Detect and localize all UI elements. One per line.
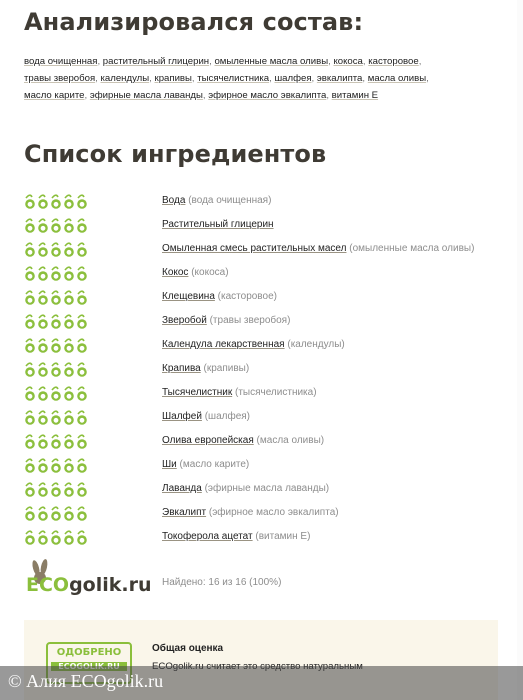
ingredient-rating bbox=[24, 362, 88, 378]
acorn-rating-icon bbox=[37, 434, 49, 450]
acorn-rating-icon bbox=[76, 290, 88, 306]
ingredient-rating bbox=[24, 290, 88, 306]
acorn-rating-icon bbox=[76, 458, 88, 474]
ingredient-row bbox=[24, 408, 514, 432]
acorn-rating-icon bbox=[76, 482, 88, 498]
acorn-rating-icon bbox=[24, 506, 36, 522]
watermark-bar bbox=[0, 666, 523, 700]
acorn-rating-icon bbox=[37, 194, 49, 210]
acorn-rating-icon bbox=[50, 458, 62, 474]
acorn-rating-icon bbox=[76, 218, 88, 234]
acorn-rating-icon bbox=[24, 458, 36, 474]
ingredient-name-link[interactable]: Клещевина bbox=[162, 291, 215, 302]
acorn-rating-icon bbox=[24, 314, 36, 330]
ingredient-row bbox=[24, 480, 514, 504]
acorn-rating-icon bbox=[76, 410, 88, 426]
ingredient-name-link[interactable]: Тысячелистник bbox=[162, 387, 233, 398]
acorn-rating-icon bbox=[37, 482, 49, 498]
composition-tag[interactable]: шалфея bbox=[274, 73, 312, 84]
ingredient-name-link[interactable]: Ши bbox=[162, 459, 177, 470]
acorn-rating-icon bbox=[63, 458, 75, 474]
ingredient-row bbox=[24, 216, 514, 240]
ingredient-alias: (витамин Е) bbox=[255, 531, 311, 542]
ingredient-alias: (масло карите) bbox=[179, 459, 250, 470]
ingredient-row bbox=[24, 336, 514, 360]
composition-tag[interactable]: масла оливы bbox=[367, 73, 427, 84]
ingredient-rating bbox=[24, 482, 88, 498]
scrollbar[interactable] bbox=[517, 0, 523, 700]
acorn-rating-icon bbox=[76, 338, 88, 354]
ingredient-rating bbox=[24, 194, 88, 210]
composition-title: Анализировался состав: bbox=[24, 8, 364, 36]
composition-tag[interactable]: омыленные масла оливы bbox=[214, 56, 329, 67]
acorn-rating-icon bbox=[24, 218, 36, 234]
acorn-rating-icon bbox=[50, 386, 62, 402]
ingredient-alias: (масла оливы) bbox=[256, 435, 325, 446]
acorn-rating-icon bbox=[50, 434, 62, 450]
composition-tag[interactable]: эфирные масла лаванды bbox=[89, 90, 203, 101]
acorn-rating-icon bbox=[63, 506, 75, 522]
composition-tag[interactable]: растительный глицерин bbox=[102, 56, 210, 67]
ingredient-name-link[interactable]: Календула лекарственная bbox=[162, 339, 285, 350]
ingredient-rating bbox=[24, 410, 88, 426]
ecogolik-logo[interactable] bbox=[24, 556, 152, 600]
approved-stamp: ОДОБРЕНО bbox=[46, 642, 132, 684]
acorn-rating-icon bbox=[37, 362, 49, 378]
acorn-rating-icon bbox=[50, 530, 62, 546]
acorn-rating-icon bbox=[76, 530, 88, 546]
acorn-rating-icon bbox=[63, 410, 75, 426]
ingredient-rating bbox=[24, 386, 88, 402]
ingredient-row bbox=[24, 432, 514, 456]
ingredient-alias: (вода очищенная) bbox=[188, 195, 272, 206]
composition-tag[interactable]: масло карите bbox=[24, 90, 85, 101]
ingredient-row bbox=[24, 192, 514, 216]
ingredient-row bbox=[24, 264, 514, 288]
acorn-rating-icon bbox=[50, 338, 62, 354]
acorn-rating-icon bbox=[37, 458, 49, 474]
acorn-rating-icon bbox=[63, 434, 75, 450]
acorn-rating-icon bbox=[63, 386, 75, 402]
acorn-rating-icon bbox=[24, 386, 36, 402]
acorn-rating-icon bbox=[63, 242, 75, 258]
ingredient-row bbox=[24, 288, 514, 312]
acorn-rating-icon bbox=[76, 242, 88, 258]
ingredient-rating bbox=[24, 218, 88, 234]
ingredient-rating bbox=[24, 314, 88, 330]
ingredient-alias: (касторовое) bbox=[217, 291, 277, 302]
acorn-rating-icon bbox=[24, 410, 36, 426]
acorn-rating-icon bbox=[63, 482, 75, 498]
composition-tag[interactable]: травы зверобоя bbox=[24, 73, 96, 84]
acorn-rating-icon bbox=[50, 218, 62, 234]
ingredient-alias: (эфирные масла лаванды) bbox=[204, 483, 330, 494]
acorn-rating-icon bbox=[63, 314, 75, 330]
composition-tag[interactable]: крапивы bbox=[154, 73, 192, 84]
acorn-rating-icon bbox=[76, 314, 88, 330]
acorn-rating-icon bbox=[76, 362, 88, 378]
ingredient-row bbox=[24, 384, 514, 408]
acorn-rating-icon bbox=[24, 482, 36, 498]
composition-tag[interactable]: эвкалипта bbox=[316, 73, 363, 84]
ingredient-name-link[interactable]: Эвкалипт bbox=[162, 507, 207, 518]
ingredient-alias: (тысячелистника) bbox=[234, 387, 317, 398]
acorn-rating-icon bbox=[37, 314, 49, 330]
ingredient-name-link[interactable]: Кокос bbox=[162, 267, 189, 278]
ingredient-row bbox=[24, 312, 514, 336]
acorn-rating-icon bbox=[63, 530, 75, 546]
ingredient-name-link[interactable]: Шалфей bbox=[162, 411, 202, 422]
ingredient-row bbox=[24, 504, 514, 528]
ingredient-name-link[interactable]: Олива европейская bbox=[162, 435, 254, 446]
ingredient-rating bbox=[24, 506, 88, 522]
ingredient-name-link[interactable]: Токоферола ацетат bbox=[162, 531, 253, 542]
watermark-text: © Алия ECOgolik.ru bbox=[8, 671, 164, 691]
acorn-rating-icon bbox=[63, 362, 75, 378]
acorn-rating-icon bbox=[76, 434, 88, 450]
logo-text: ECOgolik.ru bbox=[26, 574, 152, 596]
acorn-rating-icon bbox=[50, 362, 62, 378]
acorn-rating-icon bbox=[76, 506, 88, 522]
composition-tag[interactable]: эфирное масло эвкалипта bbox=[208, 90, 327, 101]
ingredient-rating bbox=[24, 434, 88, 450]
ingredient-rating bbox=[24, 458, 88, 474]
acorn-rating-icon bbox=[24, 242, 36, 258]
ingredient-row bbox=[24, 360, 514, 384]
composition-tag[interactable]: календулы bbox=[100, 73, 150, 84]
ingredient-alias: (шалфея) bbox=[204, 411, 251, 422]
found-count: Найдено: 16 из 16 (100%) bbox=[162, 577, 282, 588]
ingredient-rating bbox=[24, 338, 88, 354]
acorn-rating-icon bbox=[63, 266, 75, 282]
composition-tag[interactable]: тысячелистника bbox=[197, 73, 270, 84]
acorn-rating-icon bbox=[37, 218, 49, 234]
acorn-rating-icon bbox=[37, 410, 49, 426]
acorn-rating-icon bbox=[63, 290, 75, 306]
composition-tags: вода очищенная, растительный глицерин, омыленные масла оливы, кокоса, касторовое, травы зверобоя, календулы, крапивы, тысячелистника, шалфея, эвкалипта, масла оливы, масло карите, эфирные масла лаванды, эфирное масло эвкалипта, витамин Е bbox=[24, 56, 429, 101]
acorn-rating-icon bbox=[37, 290, 49, 306]
acorn-rating-icon bbox=[63, 194, 75, 210]
ingredient-name-link[interactable]: Крапива bbox=[162, 363, 201, 374]
ingredient-alias: (травы зверобоя) bbox=[209, 315, 291, 326]
acorn-rating-icon bbox=[37, 530, 49, 546]
acorn-rating-icon bbox=[24, 530, 36, 546]
overall-title: Общая оценка bbox=[152, 643, 224, 654]
acorn-rating-icon bbox=[50, 290, 62, 306]
acorn-rating-icon bbox=[76, 386, 88, 402]
acorn-rating-icon bbox=[24, 434, 36, 450]
acorn-rating-icon bbox=[37, 386, 49, 402]
acorn-rating-icon bbox=[24, 362, 36, 378]
acorn-rating-icon bbox=[50, 410, 62, 426]
acorn-rating-icon bbox=[24, 338, 36, 354]
ingredient-alias: (омыленные масла оливы) bbox=[349, 243, 475, 254]
acorn-rating-icon bbox=[50, 242, 62, 258]
acorn-rating-icon bbox=[63, 218, 75, 234]
ingredient-name-link[interactable]: Зверобой bbox=[162, 315, 207, 326]
ingredient-name-link[interactable]: Вода bbox=[162, 195, 186, 206]
acorn-rating-icon bbox=[63, 338, 75, 354]
acorn-rating-icon bbox=[76, 194, 88, 210]
composition-tag[interactable]: кокоса bbox=[333, 56, 363, 67]
ingredient-name-link[interactable]: Лаванда bbox=[162, 483, 202, 494]
ingredient-rating bbox=[24, 242, 88, 258]
acorn-rating-icon bbox=[50, 266, 62, 282]
ingredient-alias: (календулы) bbox=[287, 339, 345, 350]
acorn-rating-icon bbox=[37, 266, 49, 282]
acorn-rating-icon bbox=[76, 266, 88, 282]
ingredient-row bbox=[24, 240, 514, 264]
ingredient-rating bbox=[24, 266, 88, 282]
acorn-rating-icon bbox=[50, 194, 62, 210]
ingredient-alias: (крапивы) bbox=[203, 363, 250, 374]
acorn-rating-icon bbox=[50, 482, 62, 498]
ingredient-name-link[interactable]: Омыленная смесь растительных масел bbox=[162, 243, 347, 254]
acorn-rating-icon bbox=[50, 506, 62, 522]
composition-tag[interactable]: вода очищенная bbox=[24, 56, 98, 67]
ingredient-list bbox=[24, 192, 514, 552]
acorn-rating-icon bbox=[24, 194, 36, 210]
ingredient-alias: (кокоса) bbox=[191, 267, 229, 278]
acorn-rating-icon bbox=[50, 314, 62, 330]
ingredients-title: Список ингредиентов bbox=[24, 140, 327, 168]
acorn-rating-icon bbox=[24, 266, 36, 282]
ingredient-name-link[interactable]: Растительный глицерин bbox=[162, 219, 274, 230]
ingredient-rating bbox=[24, 530, 88, 546]
composition-tag[interactable]: касторовое bbox=[368, 56, 419, 67]
acorn-rating-icon bbox=[37, 338, 49, 354]
acorn-rating-icon bbox=[37, 242, 49, 258]
acorn-rating-icon bbox=[37, 506, 49, 522]
ingredient-row bbox=[24, 528, 514, 552]
composition-tag[interactable]: витамин Е bbox=[331, 90, 379, 101]
acorn-rating-icon bbox=[24, 290, 36, 306]
ingredient-row bbox=[24, 456, 514, 480]
ingredient-alias: (эфирное масло эвкалипта) bbox=[208, 507, 339, 518]
